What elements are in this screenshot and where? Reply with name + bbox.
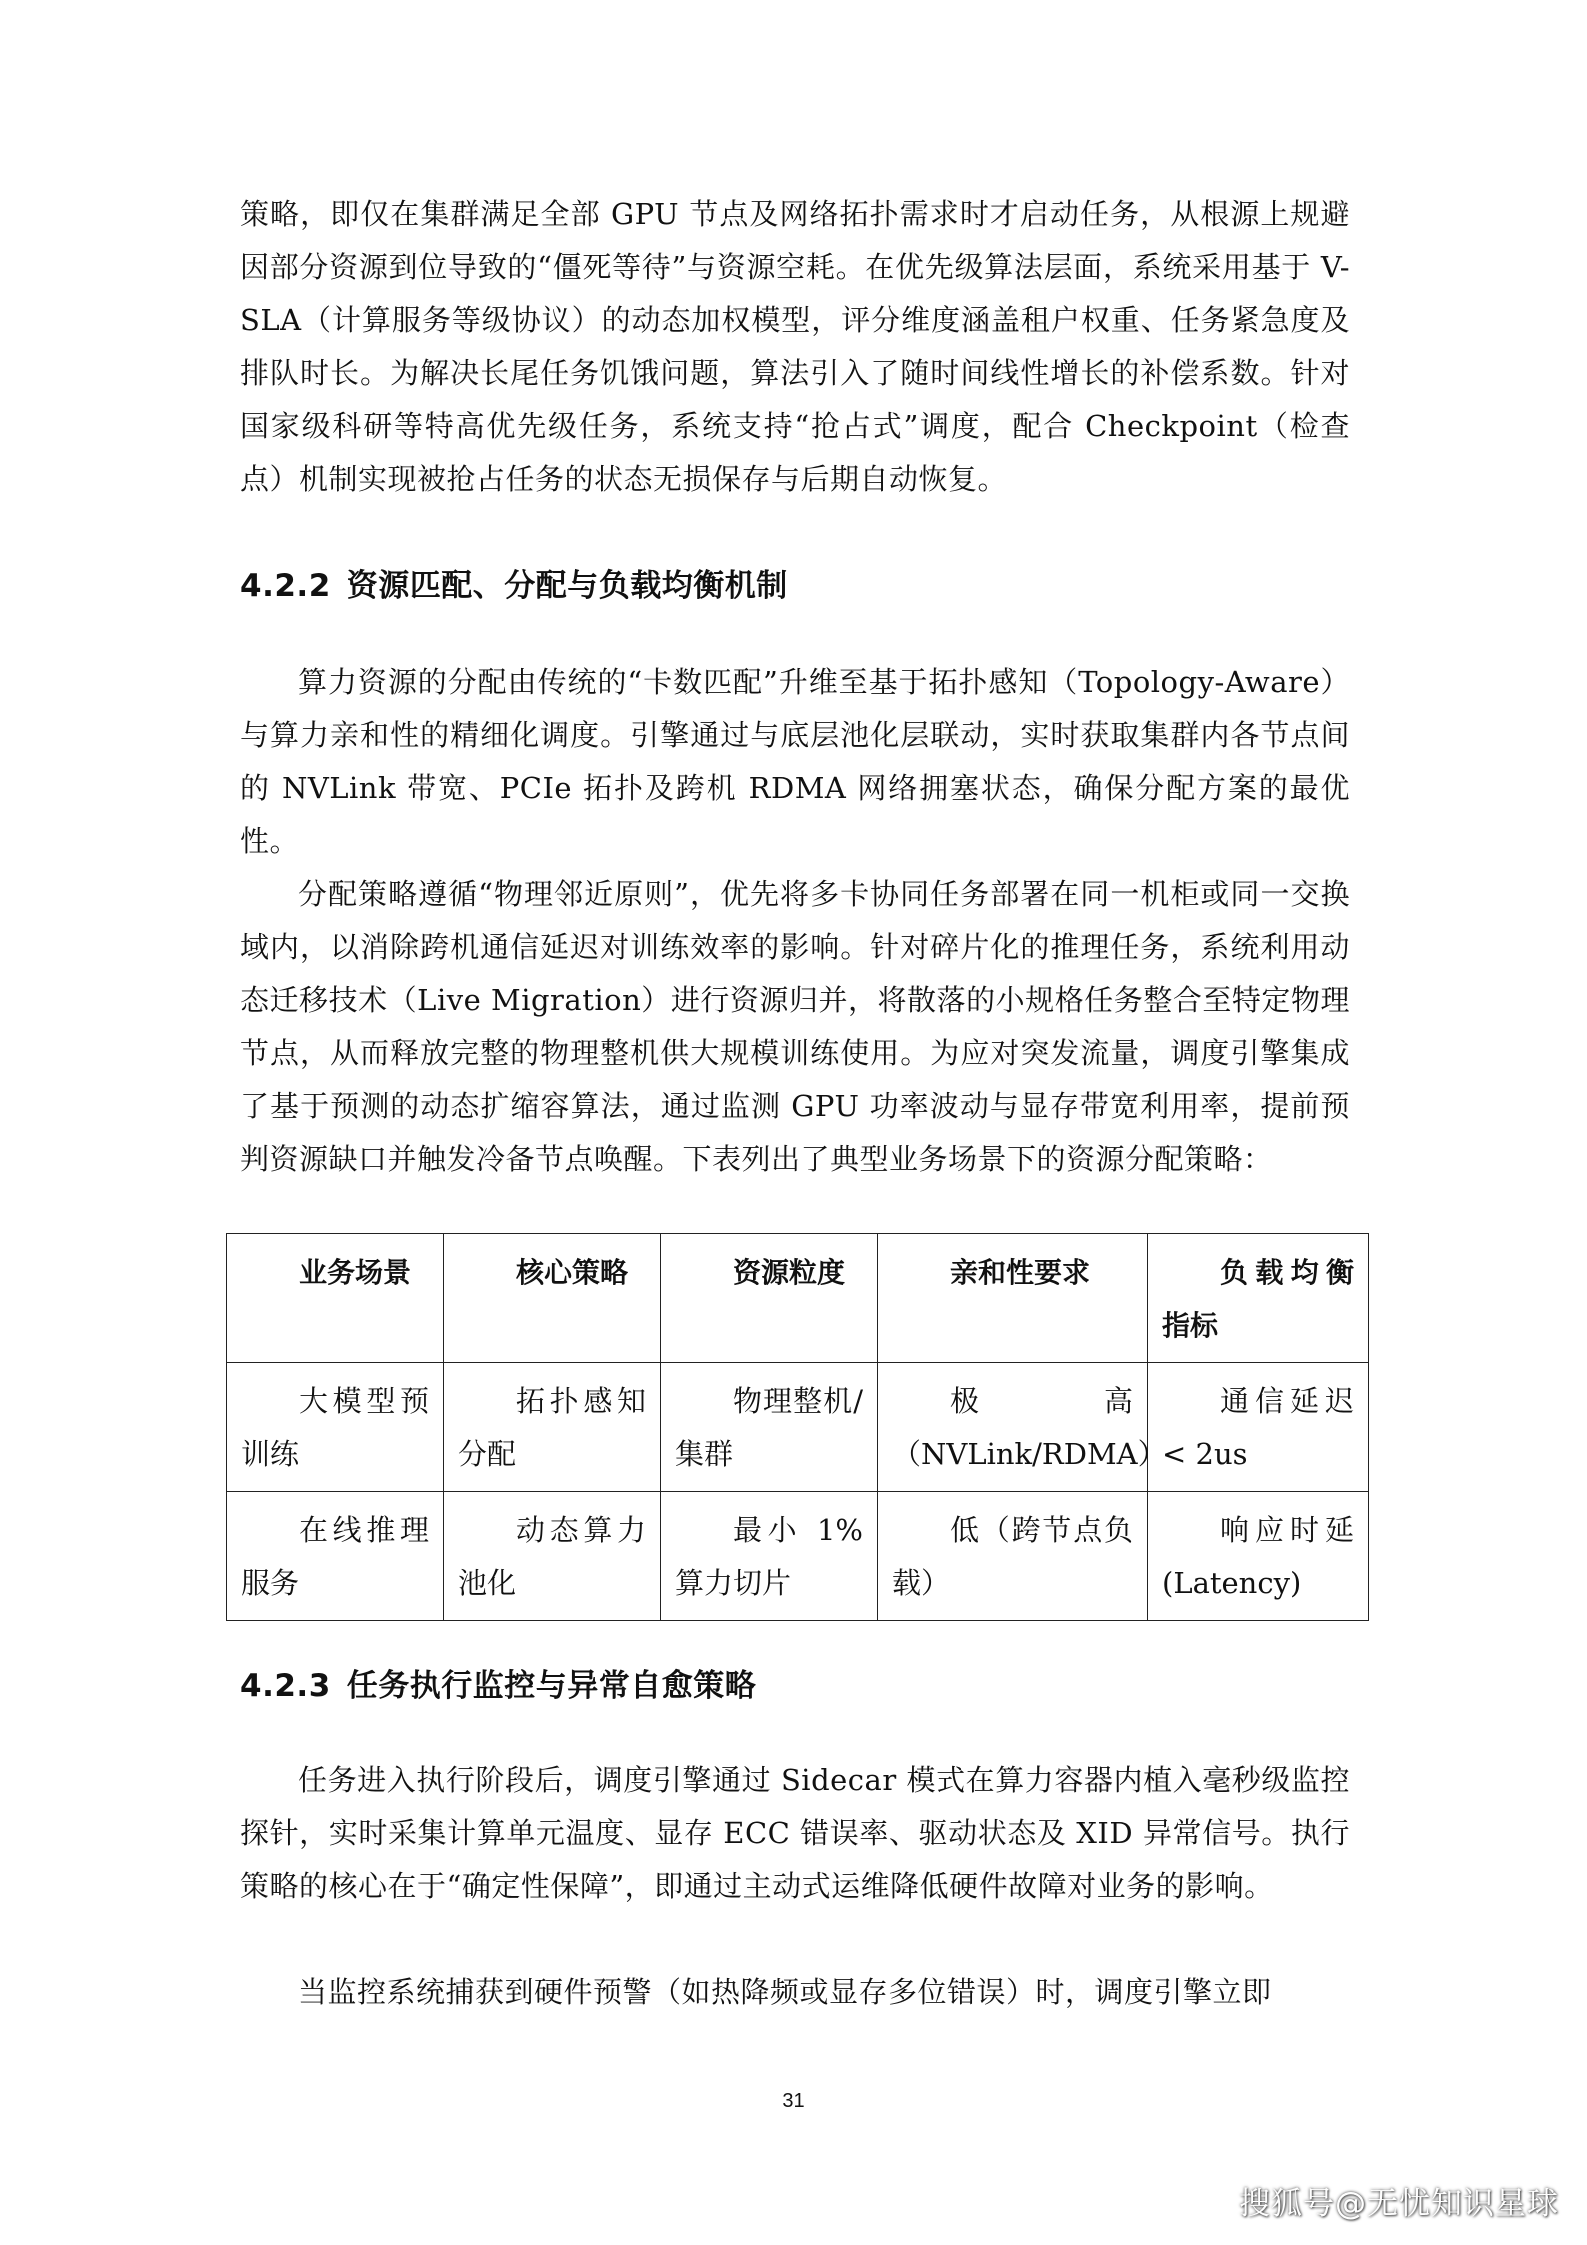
table-cell: 极高（NVLink/RDMA） <box>878 1363 1148 1492</box>
table-cell: 物理整机/集群 <box>661 1363 878 1492</box>
table-cell: 响应时延(Latency) <box>1148 1492 1369 1621</box>
table-header-cell: 资源粒度 <box>661 1234 878 1363</box>
section-heading-4-2-3 <box>240 1666 756 1706</box>
table-cell: 拓扑感知分配 <box>444 1363 661 1492</box>
table-row <box>227 1363 1369 1492</box>
table-cell: 动态算力池化 <box>444 1492 661 1621</box>
watermark: 搜狐号@无忧知识星球 <box>1239 2186 1559 2222</box>
table-header-cell: 负载均衡指标 <box>1148 1234 1369 1363</box>
table-cell: 大模型预训练 <box>227 1363 444 1492</box>
paragraph-422-2: 分配策略遵循“物理邻近原则”，优先将多卡协同任务部署在同一机柜或同一交换域内，以消除跨机通信延迟对训练效率的影响。针对碎片化的推理任务，系统利用动态迁移技术（Live Migration）进行资源归并，将散落的小规格任务整合至特定物理节点，从而释放完整的物理整机供大规模训练使用。为应对突发流量，调度引擎集成了基于预测的动态扩缩容算法，通过监测 GPU 功率波动与显存带宽利用率，提前预判资源缺口并触发冷备节点唤醒。下表列出了典型业务场景下的资源分配策略： <box>240 877 1350 1176</box>
table-cell: 通信延迟 < 2us <box>1148 1363 1369 1492</box>
section-number: 4.2.3 <box>240 1668 331 1704</box>
page-number: 31 <box>782 2090 805 2112</box>
section-title: 任务执行监控与异常自愈策略 <box>346 1668 757 1704</box>
paragraph-423-2: 当监控系统捕获到硬件预警（如热降频或显存多位错误）时，调度引擎立即 <box>298 1975 1272 2009</box>
table-cell: 最小 1%算力切片 <box>661 1492 878 1621</box>
table-cell: 在线推理服务 <box>227 1492 444 1621</box>
section-title: 资源匹配、分配与负载均衡机制 <box>346 568 788 604</box>
paragraph-intro: 策略，即仅在集群满足全部 GPU 节点及网络拓扑需求时才启动任务，从根源上规避因部分资源到位导致的“僵死等待”与资源空耗。在优先级算法层面，系统采用基于 V-SLA（计算服务等级协议）的动态加权模型，评分维度涵盖租户权重、任务紧急度及排队时长。为解决长尾任务饥饿问题，算法引入了随时间线性增长的补偿系数。针对国家级科研等特高优先级任务，系统支持“抢占式”调度，配合 Checkpoint（检查点）机制实现被抢占任务的状态无损保存与后期自动恢复。 <box>240 197 1350 496</box>
table-header-cell: 业务场景 <box>227 1234 444 1363</box>
resource-allocation-table <box>226 1233 1369 1621</box>
table-cell: 低（跨节点负载） <box>878 1492 1148 1621</box>
table-header-cell: 亲和性要求 <box>878 1234 1148 1363</box>
section-heading-4-2-2 <box>240 566 788 606</box>
section-number: 4.2.2 <box>240 568 331 604</box>
paragraph-423-1: 任务进入执行阶段后，调度引擎通过 Sidecar 模式在算力容器内植入毫秒级监控探针，实时采集计算单元温度、显存 ECC 错误率、驱动状态及 XID 异常信号。执行策略的核心在于“确定性保障”，即通过主动式运维降低硬件故障对业务的影响。 <box>240 1763 1350 1903</box>
paragraph-422-1: 算力资源的分配由传统的“卡数匹配”升维至基于拓扑感知（Topology-Aware）与算力亲和性的精细化调度。引擎通过与底层池化层联动，实时获取集群内各节点间的 NVLink 带宽、PCIe 拓扑及跨机 RDMA 网络拥塞状态，确保分配方案的最优性。 <box>240 665 1350 858</box>
table-row <box>227 1492 1369 1621</box>
table-header-row <box>227 1234 1369 1363</box>
table-header-cell: 核心策略 <box>444 1234 661 1363</box>
